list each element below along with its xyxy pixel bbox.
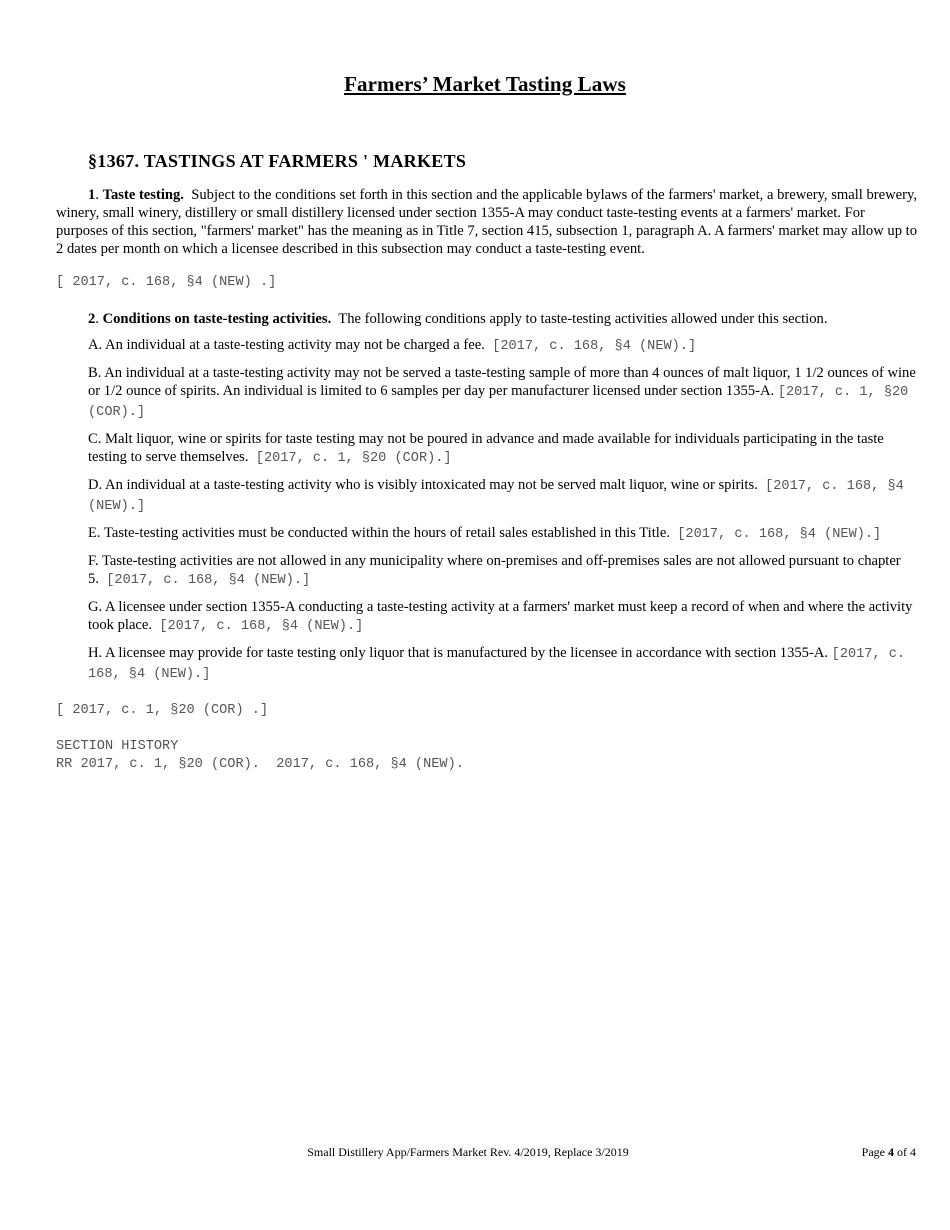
subsection-1-history: [ 2017, c. 168, §4 (NEW) .] bbox=[56, 275, 277, 290]
subsection-1-text: Subject to the conditions set forth in this section and the applicable bylaws of the farmers' market, a brewery, small brewery, winery, small winery, distillery or small distillery licensed under section 1355-A may conduct taste-testing events at a farmers' market. For purposes of this section, "farmers' market" has the meaning as in Title 7, section 415, subsection 1, paragraph A. A farmers' market may allow up to 2 dates per month on which a licensee described in this subsection may conduct a taste-testing event. bbox=[56, 187, 918, 257]
list-item bbox=[56, 598, 918, 636]
page-title: Farmers’ Market Tasting Laws bbox=[344, 72, 626, 96]
item-text: H. A licensee may provide for taste testing only liquor that is manufactured by the licensee in accordance with section 1355-A. bbox=[88, 645, 829, 661]
list-item bbox=[56, 430, 918, 468]
item-text: F. Taste-testing activities are not allowed in any municipality where on-premises and off-premises sales are not allowed pursuant to chapter 5. bbox=[88, 553, 901, 587]
item-citation: [2017, c. 168, §4 (NEW).] bbox=[106, 573, 311, 588]
footer-revision: Small Distillery App/Farmers Market Rev. 4/2019, Replace 3/2019 bbox=[307, 1145, 629, 1159]
item-text: D. An individual at a taste-testing activity who is visibly intoxicated may not be served malt liquor, wine or spirits. bbox=[88, 477, 758, 493]
list-item bbox=[56, 644, 918, 684]
subsection-2: 2. Conditions on taste-testing activities. The following conditions apply to taste-testing activities allowed under this section. bbox=[88, 311, 828, 327]
subsection-1: 1. Taste testing. Subject to the conditions set forth in this section and the applicable bylaws of the farmers' market, a brewery, small brewery, winery, small winery, distillery or small distillery licensed under section 1355-A may conduct taste-testing events at a farmers' market. For purposes of this section, "farmers' market" has the meaning as in Title 7, section 415, subsection 1, paragraph A. A farmers' market may allow up to 2 dates per month on which a licensee described in this subsection may conduct a taste-testing event. bbox=[56, 187, 918, 257]
footer-page-number bbox=[862, 1145, 916, 1160]
item-text: G. A licensee under section 1355-A conducting a taste-testing activity at a farmers' market must keep a record of when and where the activity took place. bbox=[88, 599, 913, 633]
item-citation: [2017, c. 168, §4 (NEW).] bbox=[492, 339, 697, 354]
item-text: E. Taste-testing activities must be conducted within the hours of retail sales established in this Title. bbox=[88, 525, 670, 541]
subsection-2-text: The following conditions apply to taste-testing activities allowed under this section. bbox=[338, 311, 828, 327]
list-item bbox=[56, 336, 918, 356]
section-history-heading: SECTION HISTORY bbox=[56, 739, 179, 754]
page-prefix: Page bbox=[861, 1145, 885, 1159]
subsection-2-label: Conditions on taste-testing activities. bbox=[102, 311, 332, 327]
subsection-1-number: 1 bbox=[88, 187, 96, 203]
item-text: C. Malt liquor, wine or spirits for taste testing may not be poured in advance and made available for individuals participating in the taste testing to serve themselves. bbox=[88, 431, 884, 465]
section-heading: §1367. TASTINGS AT FARMERS ' MARKETS bbox=[88, 151, 467, 171]
item-citation: [2017, c. 1, §20 (COR).] bbox=[255, 451, 452, 466]
subsection-2-history: [ 2017, c. 1, §20 (COR) .] bbox=[56, 703, 269, 718]
document-body bbox=[56, 186, 918, 774]
section-history bbox=[56, 738, 918, 774]
section-history-text: RR 2017, c. 1, §20 (COR). 2017, c. 168, §4 (NEW). bbox=[56, 757, 464, 772]
list-item bbox=[56, 364, 918, 422]
item-citation: [2017, c. 168, §4 (NEW).] bbox=[88, 479, 904, 514]
item-citation: [2017, c. 168, §4 (NEW).] bbox=[88, 647, 906, 682]
subsection-1-label: Taste testing. bbox=[102, 187, 184, 203]
page-suffix: of 4 bbox=[897, 1145, 916, 1159]
item-citation: [2017, c. 168, §4 (NEW).] bbox=[159, 619, 364, 634]
item-text: A. An individual at a taste-testing activity may not be charged a fee. bbox=[88, 337, 485, 353]
subsection-2-number: 2 bbox=[88, 311, 96, 327]
item-text: B. An individual at a taste-testing activity may not be served a taste-testing sample of more than 4 ounces of malt liquor, 1 1/2 ounces of wine or 1/2 ounce of spirits. An individual is limited to 6 samples per day per manufacturer licensed under section 1355-A. bbox=[88, 365, 916, 399]
item-citation: [2017, c. 1, §20 (COR).] bbox=[88, 385, 909, 420]
item-citation: [2017, c. 168, §4 (NEW).] bbox=[677, 527, 882, 542]
page-number: 4 bbox=[888, 1145, 894, 1159]
list-item bbox=[56, 524, 918, 544]
list-item bbox=[56, 552, 918, 590]
list-item bbox=[56, 476, 918, 516]
